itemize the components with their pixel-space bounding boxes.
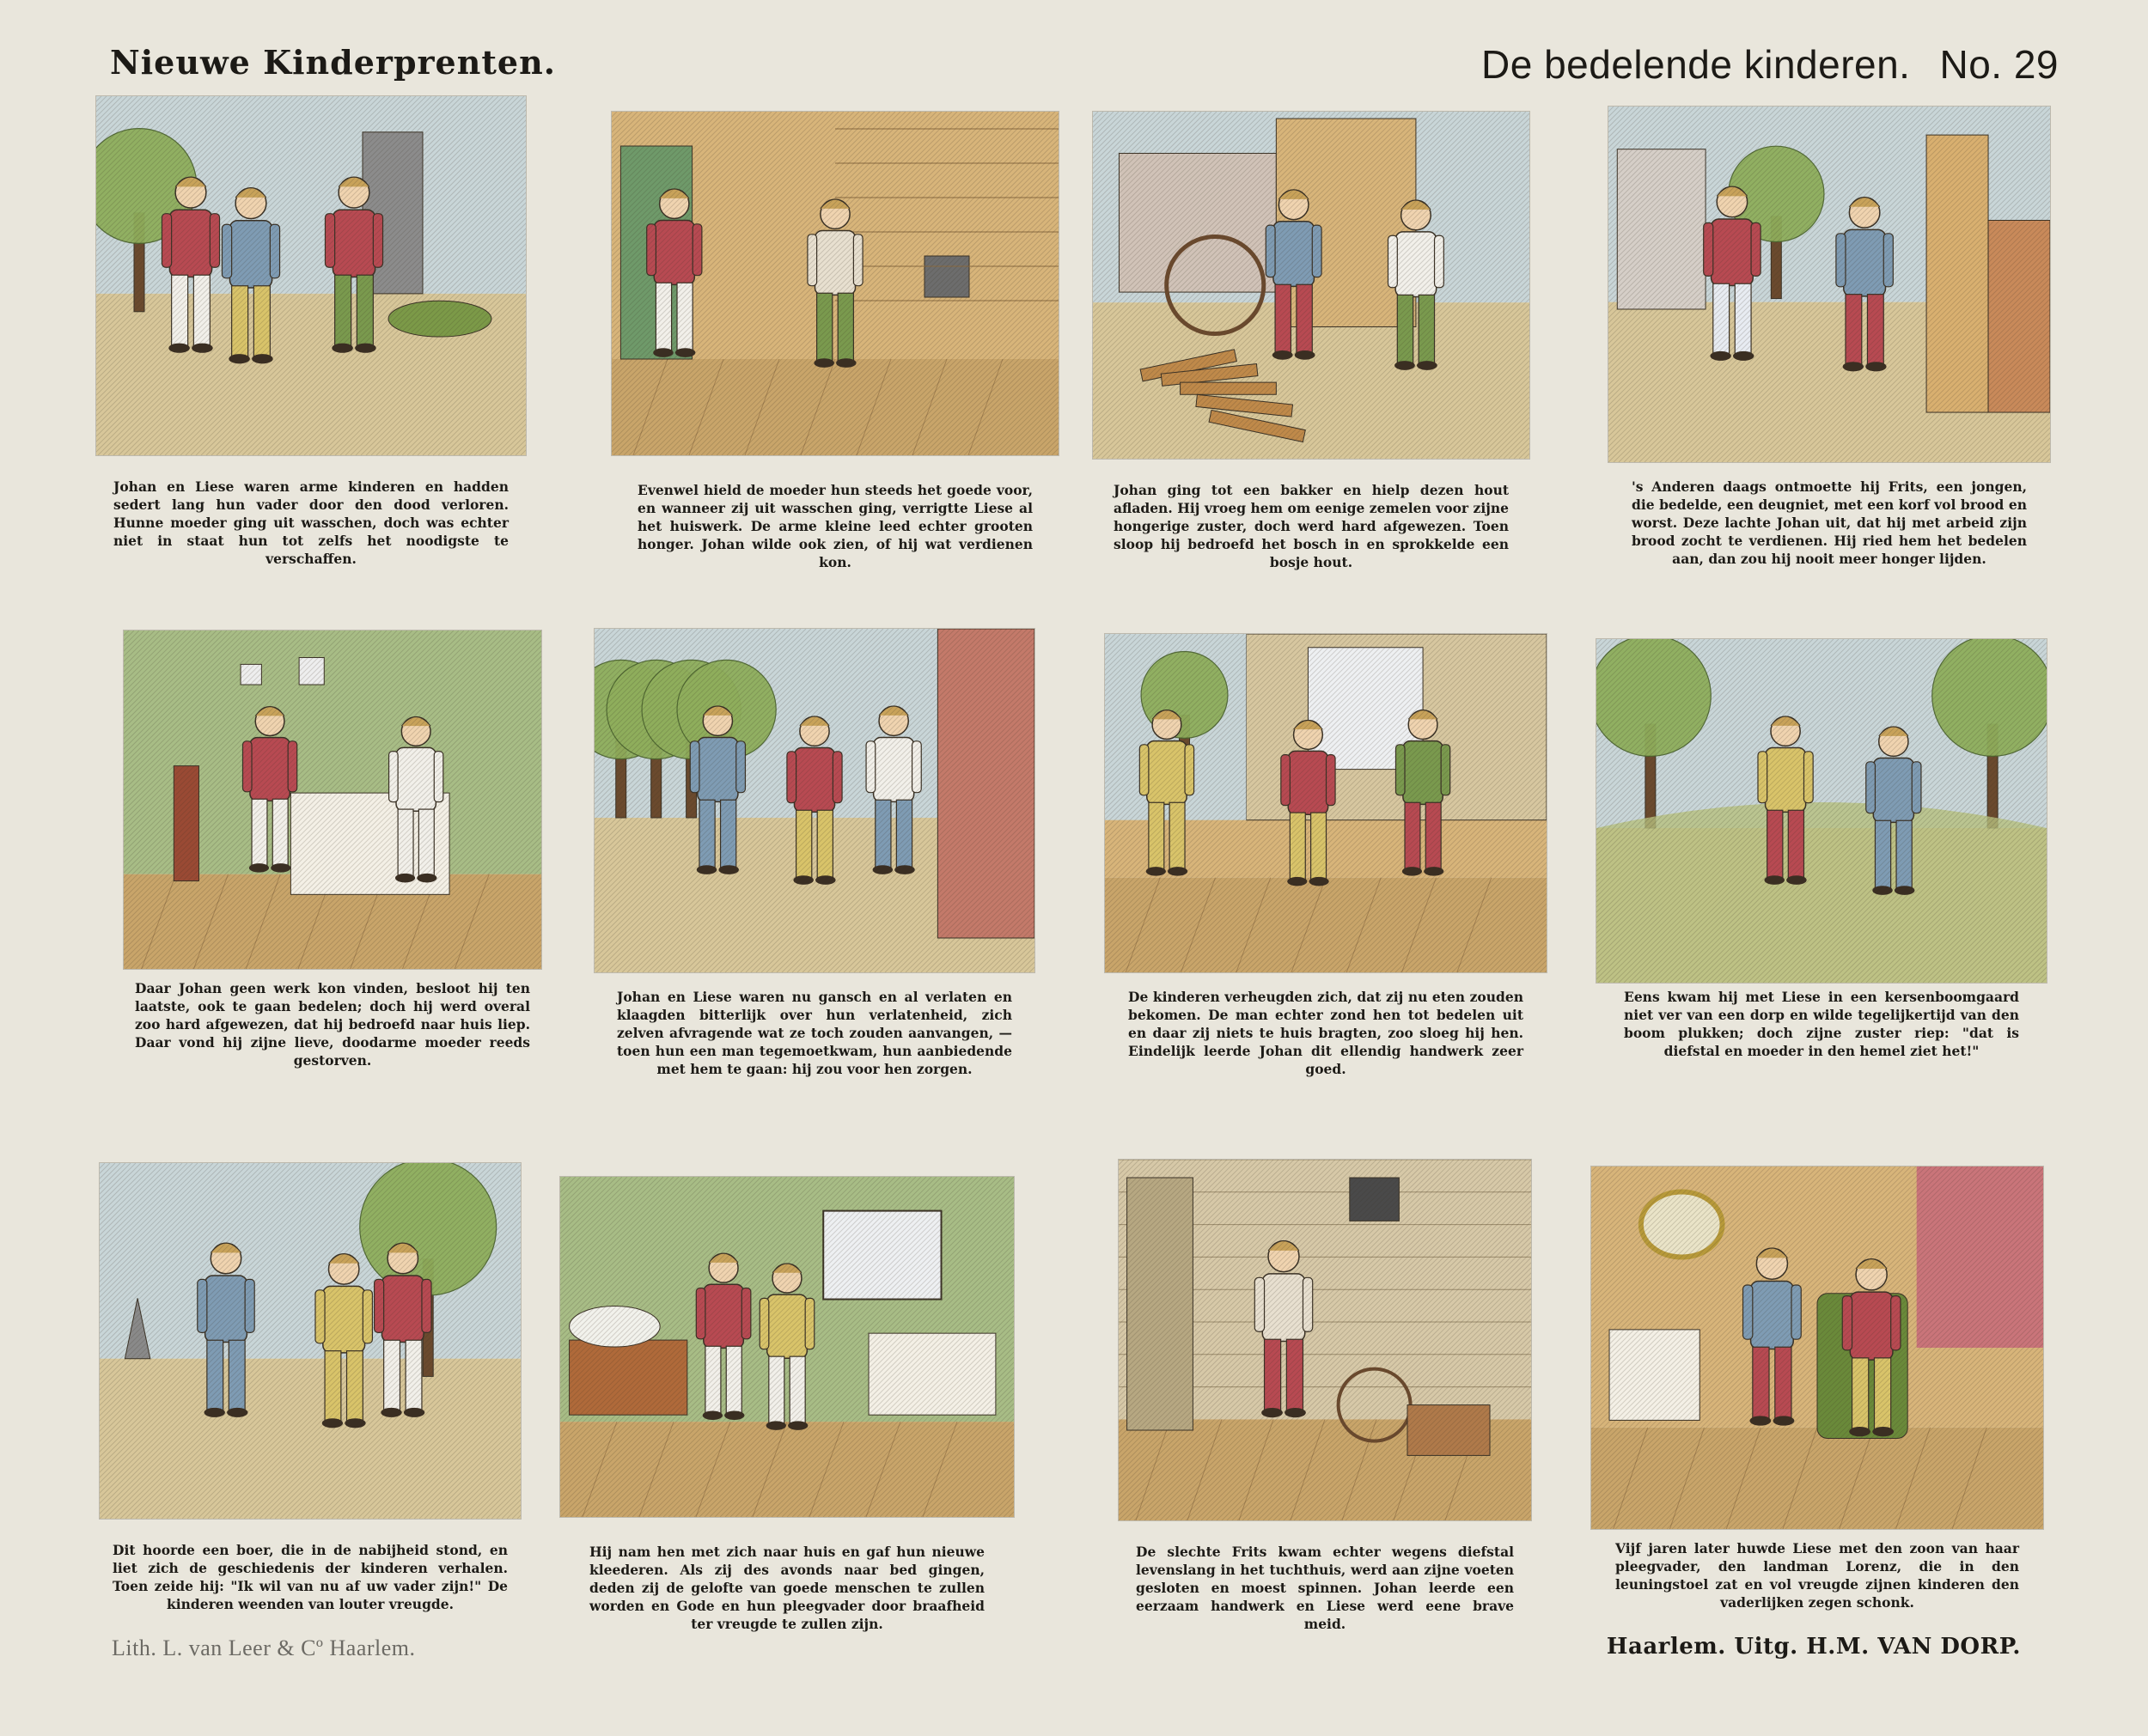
- panel-illustration: [1093, 112, 1529, 459]
- panel-illustration: [560, 1177, 1014, 1517]
- panel-caption: De slechte Frits kwam echter wegens diefstal levenslang in het tuchthuis, werd aan zijne voeten gesloten en moest spinnen. Johan leerde een eerzaam handwerk en Liese werd eene brave meid.: [1136, 1544, 1514, 1632]
- panel-caption: Daar Johan geen werk kon vinden, besloot hij ten laatste, ook te gaan bedelen; doch hij werd overal zoo hard afgewezen, dat hij bedroefd naar huis liep. Daar vond hij zijne lieve, doodarme moeder reeds gestorven.: [135, 980, 530, 1069]
- sheet-number: No. 29: [1939, 42, 2059, 87]
- panel-illustration: [612, 112, 1059, 455]
- panel-caption: Evenwel hield de moeder hun steeds het goede voor, en wanneer zij uit wasschen ging, verrigtte Liese al het huiswerk. De arme kleine leed echter grooten honger. Johan wilde ook zien, of hij wat verdienen kon.: [638, 482, 1033, 570]
- panel-caption: Johan ging tot een bakker en hielp dezen hout afladen. Hij vroeg hem om eenige zemelen voor zijne hongerige zuster, doch werd hard afgewezen. Toen sloop hij bedroefd het bosch in en sprokkelde een bosje hout.: [1114, 482, 1509, 570]
- panel-caption: 's Anderen daags ontmoette hij Frits, een jongen, die bedelde, een deugniet, met een korf vol brood en worst. Deze lachte Johan uit, dat hij met arbeid zijn brood zocht te verdienen. Hij ried hem het bedelen aan, dan zou hij nooit meer honger lijden.: [1632, 478, 2027, 567]
- series-title: Nieuwe Kinderprenten.: [110, 43, 556, 82]
- story-title: [1481, 41, 2059, 88]
- panel-illustration: [1591, 1166, 2043, 1529]
- panel-illustration: [595, 629, 1034, 972]
- panel-caption: Johan en Liese waren nu gansch en al verlaten en klaagden bitterlijk over hun verlatenheid, zich zelven afvragende wat ze toch zouden aanvangen, — toen hun een man tegemoetkwam, hun aanbiedende met hem te gaan: hij zou voor hen zorgen.: [617, 989, 1012, 1077]
- panel-caption: Eens kwam hij met Liese in een kersenboomgaard niet ver van een dorp en wilde tegelijkertijd van den boom plukken; doch zijne zuster riep: "dat is diefstal en moeder in den hemel ziet het!": [1624, 989, 2019, 1059]
- panel-illustration: [1608, 107, 2050, 462]
- panel-caption: Johan en Liese waren arme kinderen en hadden sedert lang hun vader door den dood verloren. Hunne moeder ging uit wasschen, doch was echter niet in staat hun tot zelfs het noodigste te verschaffen.: [113, 478, 509, 567]
- panel-caption: Vijf jaren later huwde Liese met den zoon van haar pleegvader, den landman Lorenz, die in den leuningstoel zat en vol vreugde zijnen kinderen den vaderlijken zegen schonk.: [1615, 1540, 2019, 1611]
- panel-caption: Hij nam hen met zich naar huis en gaf hun nieuwe kleederen. Als zij des avonds naar bed gingen, deden zij de gelofte van goede menschen te zullen worden en Gode en hun pleegvader door braafheid ter vreugde te zullen zijn.: [589, 1544, 985, 1632]
- panel-illustration: [124, 630, 541, 969]
- panel-caption: De kinderen verheugden zich, dat zij nu eten zouden bekomen. De man echter zond hen tot bedelen uit en daar zij niets te huis bragten, zoo sloeg hij hen. Eindelijk leerde Johan dit ellendig handwerk zeer goed.: [1128, 989, 1523, 1077]
- panel-illustration: [96, 96, 526, 455]
- panel-caption: Dit hoorde een boer, die in de nabijheid stond, en liet zich de geschiedenis der kinderen verhalen. Toen zeide hij: "Ik wil van nu af uw vader zijn!" De kinderen weenden van louter vreugde.: [113, 1542, 508, 1612]
- panel-illustration: [100, 1163, 521, 1519]
- lithographer-imprint: Lith. L. van Leer & Cº Haarlem.: [112, 1635, 416, 1660]
- publisher-imprint: Haarlem. Uitg. H.M. VAN DORP.: [1606, 1634, 2021, 1660]
- story-name: De bedelende kinderen.: [1480, 42, 1911, 87]
- panel-illustration: [1119, 1160, 1531, 1520]
- panel-illustration: [1596, 639, 2047, 983]
- panel-illustration: [1105, 634, 1547, 972]
